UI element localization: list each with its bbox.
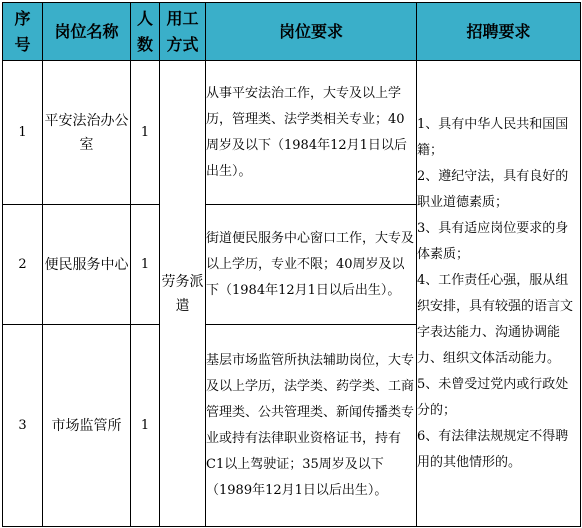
row-index: 3 <box>3 325 43 527</box>
row-position: 便民服务中心 <box>43 205 131 325</box>
recruitment-requirements-cell <box>417 61 581 527</box>
header-count: 人数 <box>131 3 160 61</box>
header-job-requirements: 岗位要求 <box>206 3 417 61</box>
row-position: 市场监管所 <box>43 325 131 527</box>
row-requirements: 从事平安法治工作，大专及以上学历，管理类、法学类相关专业；40周岁及以下（1984年12月1日以后出生）。 <box>206 61 417 205</box>
header-position: 岗位名称 <box>43 3 131 61</box>
recruitment-table <box>2 2 581 527</box>
table-row <box>3 61 581 205</box>
row-index: 1 <box>3 61 43 205</box>
recruitment-requirement-item: 2、遵纪守法，具有良好的职业道德素质； <box>417 168 569 210</box>
recruitment-requirement-item: 1、具有中华人民共和国国籍； <box>417 116 569 158</box>
row-index: 2 <box>3 205 43 325</box>
row-count: 1 <box>131 325 160 527</box>
recruitment-requirement-item: 6、有法律法规规定不得聘用的其他情形的。 <box>417 428 569 470</box>
row-count: 1 <box>131 205 160 325</box>
recruitment-requirement-item: 3、具有适应岗位要求的身体素质； <box>417 220 569 262</box>
recruitment-requirement-item: 5、未曾受过党内或行政处分的； <box>417 376 569 418</box>
header-employment-type: 用工方式 <box>160 3 206 61</box>
row-position: 平安法治办公室 <box>43 61 131 205</box>
table-header-row <box>3 3 581 61</box>
row-count: 1 <box>131 61 160 205</box>
row-requirements: 基层市场监管所执法辅助岗位，大专及以上学历，法学类、药学类、工商管理类、公共管理类、新闻传播类专业或持有法律职业资格证书，持有C1以上驾驶证；35周岁及以下（1989年12月1日以后出生）。 <box>206 325 417 527</box>
header-index: 序号 <box>3 3 43 61</box>
header-recruitment-requirements: 招聘要求 <box>417 3 581 61</box>
row-requirements: 街道便民服务中心窗口工作，大专及以上学历，专业不限；40周岁及以下（1984年12月1日以后出生）。 <box>206 205 417 325</box>
recruitment-requirement-item: 4、工作责任心强，服从组织安排，具有较强的语言文字表达能力、沟通协调能力、组织文体活动能力。 <box>417 272 574 366</box>
employment-type-cell: 劳务派遣 <box>160 61 206 527</box>
